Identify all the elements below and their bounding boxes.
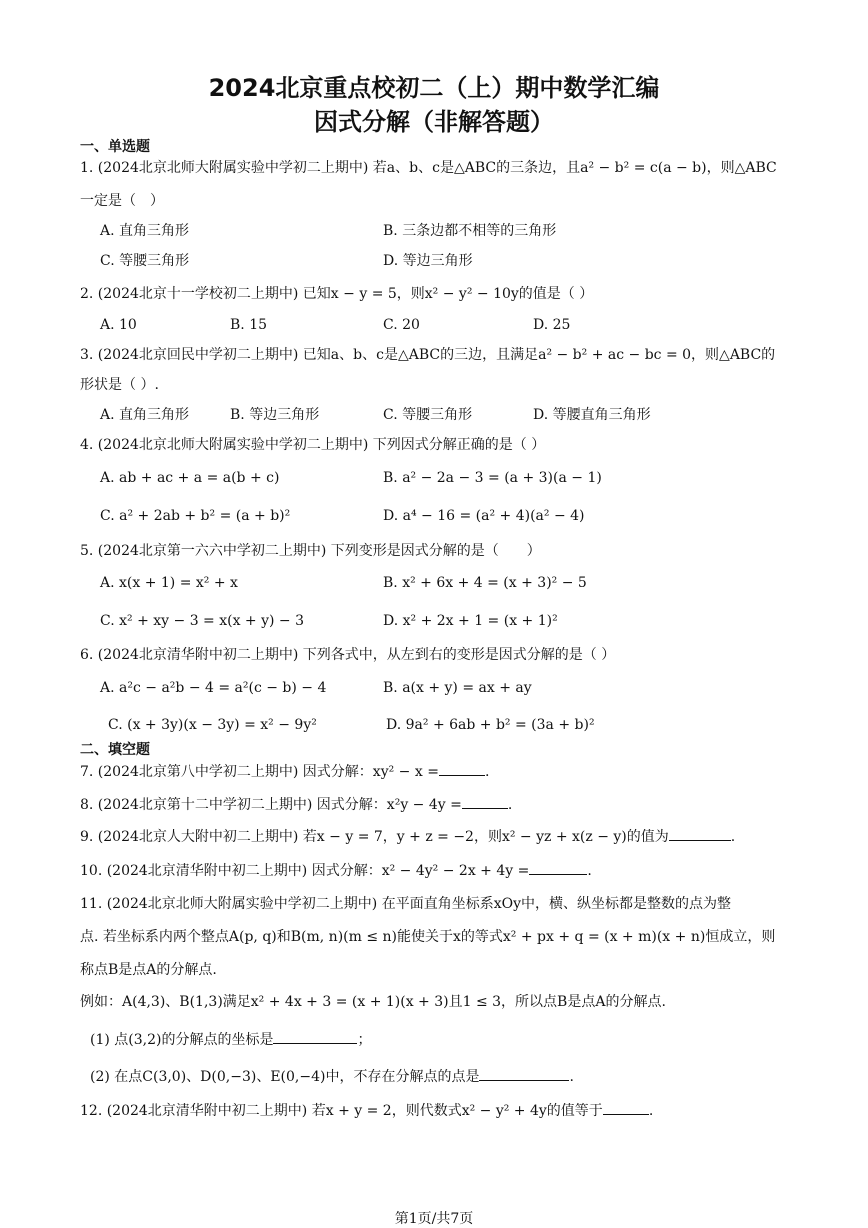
question-1-option-c: C. 等腰三角形 bbox=[100, 253, 190, 269]
question-5-option-c: C. x² + xy − 3 = x(x + y) − 3 bbox=[100, 613, 305, 629]
question-4-option-c: C. a² + 2ab + b² = (a + b)² bbox=[100, 508, 291, 524]
question-12 bbox=[80, 1102, 653, 1120]
question-5-option-a: A. x(x + 1) = x² + x bbox=[100, 575, 238, 591]
question-3-option-c: C. 等腰三角形 bbox=[383, 407, 473, 423]
question-11-sub-2 bbox=[90, 1068, 574, 1086]
question-4-option-a: A. ab + ac + a = a(b + c) bbox=[100, 470, 280, 486]
period: . bbox=[569, 1069, 574, 1085]
question-4-option-b: B. a² − 2a − 3 = (a + 3)(a − 1) bbox=[383, 470, 602, 486]
question-11-stem: 11. (2024北京北师大附属实验中学初二上期中) 在平面直角坐标系xOy中，横、纵坐标都是整数的点为整 bbox=[80, 896, 731, 912]
question-6-stem: 6. (2024北京清华附中初二上期中) 下列各式中，从左到右的变形是因式分解的是（ ） bbox=[80, 647, 616, 663]
document-title: 2024北京重点校初二（上）期中数学汇编 bbox=[208, 74, 660, 102]
question-6-option-d: D. 9a² + 6ab + b² = (3a + b)² bbox=[386, 717, 595, 733]
question-11-stem-line-3: 称点B是点A的分解点. bbox=[80, 962, 217, 978]
answer-blank bbox=[669, 828, 731, 841]
section-heading-single-choice: 一、单选题 bbox=[80, 139, 150, 155]
question-1-option-d: D. 等边三角形 bbox=[383, 253, 473, 269]
question-1-option-b: B. 三条边都不相等的三角形 bbox=[383, 223, 557, 239]
question-1-option-a: A. 直角三角形 bbox=[100, 223, 190, 239]
question-3-stem-cont: 形状是（ ）. bbox=[80, 377, 159, 393]
question-2-stem: 2. (2024北京十一学校初二上期中) 已知x − y = 5，则x² − y² − 10y的值是（ ） bbox=[80, 286, 594, 302]
question-5-option-d: D. x² + 2x + 1 = (x + 1)² bbox=[383, 613, 558, 629]
question-2-option-c: C. 20 bbox=[383, 317, 420, 333]
question-3-stem: 3. (2024北京回民中学初二上期中) 已知a、b、c是△ABC的三边，且满足a² − b² + ac − bc = 0，则△ABC的 bbox=[80, 347, 776, 363]
question-11-sub-2-text: (2) 在点C(3,0)、D(0,−3)、E(0,−4)中，不存在分解点的点是 bbox=[90, 1069, 480, 1085]
question-6-option-c: C. (x + 3y)(x − 3y) = x² − 9y² bbox=[108, 717, 317, 733]
answer-blank bbox=[273, 1031, 357, 1044]
question-6-option-a: A. a²c − a²b − 4 = a²(c − b) − 4 bbox=[100, 680, 327, 696]
question-7 bbox=[80, 763, 489, 781]
answer-blank bbox=[603, 1102, 649, 1115]
question-3-option-d: D. 等腰直角三角形 bbox=[533, 407, 651, 423]
question-4-option-d: D. a⁴ − 16 = (a² + 4)(a² − 4) bbox=[383, 508, 585, 524]
page-footer: 第1页/共7页 bbox=[394, 1211, 474, 1227]
question-12-stem: 12. (2024北京清华附中初二上期中) 若x + y = 2，则代数式x² − y² + 4y的值等于 bbox=[80, 1103, 603, 1119]
question-8-stem: 8. (2024北京第十二中学初二上期中) 因式分解：x²y − 4y = bbox=[80, 797, 462, 813]
period: . bbox=[484, 764, 490, 780]
question-9 bbox=[80, 828, 735, 846]
question-1-stem-cont: 一定是（ ） bbox=[80, 193, 164, 209]
period: . bbox=[507, 797, 513, 813]
question-4-stem: 4. (2024北京北师大附属实验中学初二上期中) 下列因式分解正确的是（ ） bbox=[80, 437, 546, 453]
question-5-stem: 5. (2024北京第一六六中学初二上期中) 下列变形是因式分解的是（ ） bbox=[80, 543, 541, 559]
question-11-sub-1-text: (1) 点(3,2)的分解点的坐标是 bbox=[90, 1032, 274, 1048]
answer-blank bbox=[529, 862, 587, 875]
answer-blank bbox=[439, 763, 485, 776]
answer-blank bbox=[462, 796, 508, 809]
question-11-sub-1-end: ； bbox=[357, 1032, 372, 1048]
question-1-stem: 1. (2024北京北师大附属实验中学初二上期中) 若a、b、c是△ABC的三条边，且a² − b² = c(a − b)，则△ABC bbox=[80, 160, 777, 176]
period: . bbox=[730, 829, 736, 845]
answer-blank bbox=[479, 1068, 569, 1081]
section-heading-fill-in: 二、填空题 bbox=[80, 742, 150, 758]
question-11-example: 例如：A(4,3)、B(1,3)满足x² + 4x + 3 = (x + 1)(x + 3)且1 ≤ 3，所以点B是点A的分解点. bbox=[80, 994, 666, 1010]
document-subtitle: 因式分解（非解答题） bbox=[314, 108, 554, 136]
question-3-option-b: B. 等边三角形 bbox=[230, 407, 320, 423]
period: . bbox=[587, 863, 592, 879]
question-10 bbox=[80, 862, 592, 880]
question-2-option-a: A. 10 bbox=[100, 317, 137, 333]
question-10-stem: 10. (2024北京清华附中初二上期中) 因式分解：x² − 4y² − 2x + 4y = bbox=[80, 863, 530, 879]
question-11-stem-line-2: 点. 若坐标系内两个整点A(p, q)和B(m, n)(m ≤ n)能使关于x的等式x² + px + q = (x + m)(x + n)恒成立，则 bbox=[80, 929, 776, 945]
question-7-stem: 7. (2024北京第八中学初二上期中) 因式分解：xy² − x = bbox=[80, 764, 439, 780]
question-2-option-d: D. 25 bbox=[533, 317, 571, 333]
question-9-stem: 9. (2024北京人大附中初二上期中) 若x − y = 7，y + z = −2，则x² − yz + x(z − y)的值为 bbox=[80, 829, 669, 845]
question-2-option-b: B. 15 bbox=[230, 317, 268, 333]
question-11-sub-1 bbox=[90, 1031, 371, 1049]
question-5-option-b: B. x² + 6x + 4 = (x + 3)² − 5 bbox=[383, 575, 587, 591]
question-3-option-a: A. 直角三角形 bbox=[100, 407, 190, 423]
question-6-option-b: B. a(x + y) = ax + ay bbox=[383, 680, 532, 696]
period: . bbox=[648, 1103, 654, 1119]
question-8 bbox=[80, 796, 512, 814]
